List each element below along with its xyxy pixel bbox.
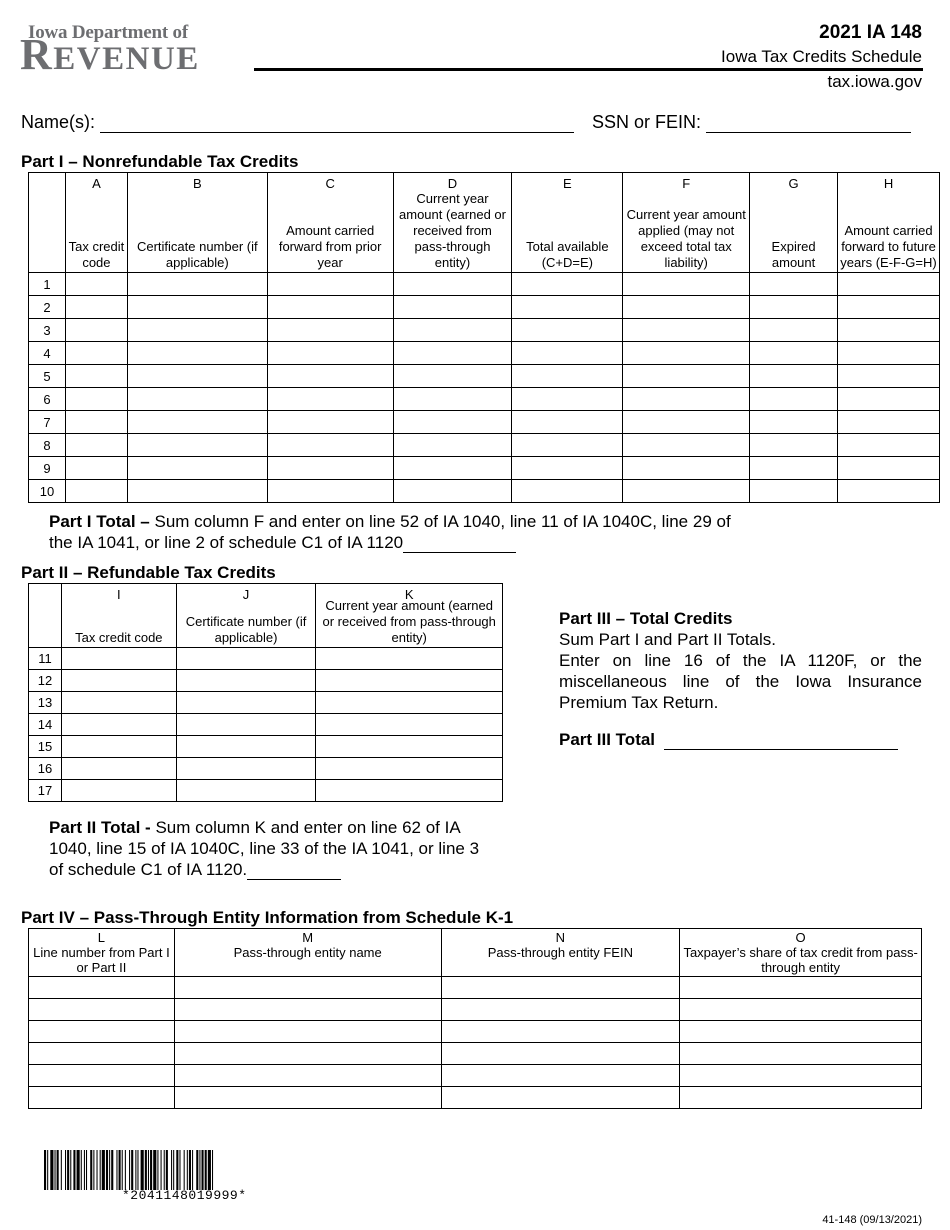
part1-cell-d[interactable] (393, 365, 512, 388)
part3-total-label: Part III Total (559, 730, 656, 749)
part1-cell-a[interactable] (65, 342, 127, 365)
part1-cell-a[interactable] (65, 480, 127, 503)
part1-column-letter: E (563, 176, 572, 191)
part1-column-description: Certificate number (if applicable) (136, 239, 258, 270)
names-field (21, 112, 574, 133)
part1-header-blank (29, 173, 66, 273)
part1-total-line (49, 511, 749, 553)
part1-cell-e[interactable] (512, 296, 623, 319)
part1-cell-e[interactable] (512, 365, 623, 388)
part4-cell-l[interactable] (29, 1021, 175, 1043)
part1-cell-h[interactable] (838, 457, 940, 480)
part2-cell-j[interactable] (176, 648, 316, 670)
part3-instruction-1: Sum Part I and Part II Totals. (559, 630, 777, 649)
part1-cell-c[interactable] (267, 342, 393, 365)
part1-column-letter: H (883, 176, 894, 191)
part1-table (28, 172, 940, 503)
part1-heading: Part I – Nonrefundable Tax Credits (21, 152, 299, 171)
part4-header-n (441, 929, 680, 977)
part1-table-row (29, 319, 940, 342)
part2-cell-i[interactable] (61, 670, 176, 692)
part2-table-row (29, 780, 503, 802)
part1-cell-h[interactable] (838, 342, 940, 365)
part1-cell-h[interactable] (838, 434, 940, 457)
part2-cell-i[interactable] (61, 736, 176, 758)
part1-header-g (750, 173, 838, 273)
part1-column-description: Tax credit code (68, 239, 125, 270)
part1-cell-d[interactable] (393, 319, 512, 342)
part1-header-h (838, 173, 940, 273)
part1-header-b (127, 173, 267, 273)
part1-cell-d[interactable] (393, 273, 512, 296)
part4-cell-m[interactable] (174, 1065, 441, 1087)
part1-cell-f[interactable] (623, 411, 750, 434)
agency-name-line2: REVENUE (20, 30, 200, 79)
part1-cell-h[interactable] (838, 273, 940, 296)
part2-header-blank (29, 584, 62, 648)
ssn-input[interactable] (706, 114, 911, 133)
part1-cell-b[interactable] (127, 411, 267, 434)
part1-cell-h[interactable] (838, 411, 940, 434)
part1-cell-b[interactable] (127, 296, 267, 319)
part2-column-description: Tax credit code (75, 630, 163, 645)
part4-table (28, 928, 922, 1109)
part2-total-input[interactable] (247, 862, 341, 880)
part1-cell-b[interactable] (127, 365, 267, 388)
part4-cell-l[interactable] (29, 1087, 175, 1109)
part4-header-l (29, 929, 175, 977)
part1-table-row (29, 365, 940, 388)
form-website: tax.iowa.gov (827, 72, 922, 91)
part2-row-number: 16 (29, 758, 62, 780)
part1-column-description: Total available (C+D=E) (526, 239, 609, 270)
part2-cell-i[interactable] (61, 758, 176, 780)
part1-header-f (623, 173, 750, 273)
part2-total-text: Sum column K and enter on line 62 of IA 1040, line 15 of IA 1040C, line 33 of the IA 1041, or line 3 of schedule C1 of IA 1120. (49, 818, 480, 879)
part2-row-number: 14 (29, 714, 62, 736)
part1-cell-g[interactable] (750, 411, 838, 434)
part1-row-number: 5 (29, 365, 66, 388)
part1-cell-g[interactable] (750, 296, 838, 319)
part4-column-letter: N (555, 930, 566, 945)
part4-cell-l[interactable] (29, 977, 175, 999)
part2-row-number: 15 (29, 736, 62, 758)
part1-cell-b[interactable] (127, 273, 267, 296)
part2-column-letter: I (117, 587, 121, 602)
part1-column-description: Amount carried forward from prior year (278, 223, 382, 270)
ssn-label: SSN or FEIN: (592, 112, 702, 132)
part2-total-line (49, 817, 489, 880)
part1-cell-e[interactable] (512, 480, 623, 503)
part1-cell-f[interactable] (623, 273, 750, 296)
part1-total-text: Sum column F and enter on line 52 of IA 1040, line 11 of IA 1040C, line 29 of the IA 1041, or line 2 of schedule C1 of IA 1120 (49, 512, 731, 552)
part2-cell-k[interactable] (316, 780, 503, 802)
part2-cell-k[interactable] (316, 758, 503, 780)
part1-cell-e[interactable] (512, 273, 623, 296)
part4-cell-o[interactable] (680, 999, 922, 1021)
part4-cell-m[interactable] (174, 999, 441, 1021)
part1-header-e (512, 173, 623, 273)
part1-column-letter: C (325, 176, 335, 191)
part1-cell-d[interactable] (393, 457, 512, 480)
part1-column-letter: F (682, 176, 691, 191)
part1-row-number: 7 (29, 411, 66, 434)
part2-table-row (29, 692, 503, 714)
part4-cell-m[interactable] (174, 977, 441, 999)
part2-column-letter: J (242, 587, 250, 602)
part1-cell-b[interactable] (127, 457, 267, 480)
part1-table-row (29, 342, 940, 365)
part1-cell-g[interactable] (750, 365, 838, 388)
part4-column-description: Pass-through entity FEIN (487, 945, 633, 960)
part1-cell-g[interactable] (750, 319, 838, 342)
agency-name-line1: Iowa Department of (28, 22, 188, 43)
part1-table-row (29, 388, 940, 411)
part1-cell-f[interactable] (623, 457, 750, 480)
part1-cell-h[interactable] (838, 296, 940, 319)
part4-cell-n[interactable] (441, 999, 680, 1021)
part1-table-row (29, 434, 940, 457)
part1-column-description: Expired amount (771, 239, 816, 270)
part1-cell-a[interactable] (65, 365, 127, 388)
part4-table-row (29, 1043, 922, 1065)
part2-column-description: Current year amount (earned or received from pass-through entity) (322, 598, 496, 645)
part1-cell-e[interactable] (512, 319, 623, 342)
part1-row-number: 3 (29, 319, 66, 342)
part1-cell-b[interactable] (127, 480, 267, 503)
part1-cell-c[interactable] (267, 480, 393, 503)
part4-cell-l[interactable] (29, 1065, 175, 1087)
part2-cell-j[interactable] (176, 692, 316, 714)
part4-cell-l[interactable] (29, 1043, 175, 1065)
part4-table-row (29, 1087, 922, 1109)
part1-cell-h[interactable] (838, 319, 940, 342)
part2-cell-k[interactable] (316, 670, 503, 692)
part1-cell-b[interactable] (127, 319, 267, 342)
part1-cell-a[interactable] (65, 319, 127, 342)
part4-cell-o[interactable] (680, 977, 922, 999)
part4-header-o (680, 929, 922, 977)
part2-row-number: 11 (29, 648, 62, 670)
part1-cell-a[interactable] (65, 388, 127, 411)
part1-cell-d[interactable] (393, 296, 512, 319)
form-title: Iowa Tax Credits Schedule (721, 47, 922, 66)
part4-cell-n[interactable] (441, 1021, 680, 1043)
part2-header-j (176, 584, 316, 648)
part4-cell-m[interactable] (174, 1087, 441, 1109)
part3-heading: Part III – Total Credits (559, 609, 733, 628)
part1-column-description: Current year amount applied (may not exceed total tax liability) (626, 207, 746, 270)
part1-cell-c[interactable] (267, 319, 393, 342)
names-input[interactable] (100, 114, 574, 133)
part1-column-letter: A (92, 176, 101, 191)
part1-cell-f[interactable] (623, 480, 750, 503)
agency-logo-revenue (20, 30, 200, 84)
part2-cell-j[interactable] (176, 714, 316, 736)
part1-cell-c[interactable] (267, 273, 393, 296)
part1-cell-h[interactable] (838, 480, 940, 503)
part1-row-number: 2 (29, 296, 66, 319)
part2-cell-j[interactable] (176, 670, 316, 692)
part2-table-row (29, 670, 503, 692)
part1-cell-g[interactable] (750, 342, 838, 365)
part2-header-i (61, 584, 176, 648)
part4-column-letter: O (795, 930, 806, 945)
header-rule (254, 68, 923, 71)
part4-table-row (29, 1065, 922, 1087)
part1-cell-a[interactable] (65, 296, 127, 319)
part2-header-k (316, 584, 503, 648)
part2-total-label: Part II Total - (49, 818, 151, 837)
part3-total-input[interactable] (664, 732, 898, 750)
part1-row-number: 1 (29, 273, 66, 296)
part1-cell-c[interactable] (267, 457, 393, 480)
part1-cell-f[interactable] (623, 388, 750, 411)
part1-header-a (65, 173, 127, 273)
part4-column-description: Line number from Part I or Part II (33, 945, 170, 975)
part1-cell-g[interactable] (750, 480, 838, 503)
part1-cell-g[interactable] (750, 457, 838, 480)
part2-cell-i[interactable] (61, 714, 176, 736)
part2-table-row (29, 736, 503, 758)
part1-cell-f[interactable] (623, 365, 750, 388)
part1-column-description: Current year amount (earned or received from pass-through entity) (399, 191, 506, 270)
part1-cell-e[interactable] (512, 342, 623, 365)
part4-table-row (29, 1021, 922, 1043)
names-label: Name(s): (21, 112, 96, 132)
part4-cell-n[interactable] (441, 1043, 680, 1065)
part2-cell-j[interactable] (176, 736, 316, 758)
part1-column-letter: D (447, 176, 458, 191)
part2-row-number: 13 (29, 692, 62, 714)
part1-table-row (29, 273, 940, 296)
part1-cell-d[interactable] (393, 480, 512, 503)
part4-cell-n[interactable] (441, 1087, 680, 1109)
part2-cell-k[interactable] (316, 692, 503, 714)
part2-table-row (29, 648, 503, 670)
barcode-image (44, 1150, 326, 1190)
part1-cell-e[interactable] (512, 457, 623, 480)
part1-row-number: 4 (29, 342, 66, 365)
part4-header-m (174, 929, 441, 977)
part1-cell-a[interactable] (65, 434, 127, 457)
part1-total-input[interactable] (403, 535, 516, 553)
part3-section (559, 609, 922, 750)
part1-cell-c[interactable] (267, 434, 393, 457)
part2-cell-k[interactable] (316, 736, 503, 758)
part1-cell-h[interactable] (838, 388, 940, 411)
part1-cell-f[interactable] (623, 319, 750, 342)
ssn-field (592, 112, 911, 133)
part1-cell-h[interactable] (838, 365, 940, 388)
part1-header-d (393, 173, 512, 273)
part2-cell-i[interactable] (61, 780, 176, 802)
part2-cell-j[interactable] (176, 758, 316, 780)
part1-cell-b[interactable] (127, 434, 267, 457)
part4-column-description: Taxpayer’s share of tax credit from pass-through entity (683, 945, 918, 975)
part4-cell-l[interactable] (29, 999, 175, 1021)
part1-table-row (29, 411, 940, 434)
part2-heading: Part II – Refundable Tax Credits (21, 563, 276, 582)
part1-row-number: 10 (29, 480, 66, 503)
part3-total-line (559, 730, 922, 750)
part1-cell-a[interactable] (65, 411, 127, 434)
part4-table-row (29, 999, 922, 1021)
part3-instruction-2: Enter on line 16 of the IA 1120F, or the miscellaneous line of the Iowa Insurance Premium Tax Return. (559, 651, 922, 712)
part2-table (28, 583, 503, 802)
part4-cell-n[interactable] (441, 977, 680, 999)
part2-cell-j[interactable] (176, 780, 316, 802)
part4-column-description: Pass-through entity name (233, 945, 382, 960)
part1-cell-d[interactable] (393, 342, 512, 365)
part1-cell-f[interactable] (623, 342, 750, 365)
part1-cell-e[interactable] (512, 388, 623, 411)
part1-cell-e[interactable] (512, 411, 623, 434)
part4-cell-m[interactable] (174, 1043, 441, 1065)
part1-column-letter: B (192, 176, 202, 191)
part1-row-number: 8 (29, 434, 66, 457)
part1-cell-d[interactable] (393, 388, 512, 411)
part2-cell-k[interactable] (316, 648, 503, 670)
part1-cell-c[interactable] (267, 296, 393, 319)
part1-row-number: 9 (29, 457, 66, 480)
part2-table-row (29, 758, 503, 780)
part1-cell-f[interactable] (623, 434, 750, 457)
part1-table-row (29, 296, 940, 319)
part1-cell-g[interactable] (750, 388, 838, 411)
part1-cell-d[interactable] (393, 411, 512, 434)
part2-table-row (29, 714, 503, 736)
part1-header-c (267, 173, 393, 273)
part1-cell-c[interactable] (267, 411, 393, 434)
barcode-text: *2041148019999* (122, 1188, 247, 1203)
part4-cell-o[interactable] (680, 1043, 922, 1065)
part1-column-letter: G (788, 176, 799, 191)
part1-cell-e[interactable] (512, 434, 623, 457)
part4-cell-m[interactable] (174, 1021, 441, 1043)
part4-cell-o[interactable] (680, 1087, 922, 1109)
part1-cell-c[interactable] (267, 388, 393, 411)
part2-column-description: Certificate number (if applicable) (185, 614, 307, 645)
part1-cell-b[interactable] (127, 388, 267, 411)
part2-cell-i[interactable] (61, 692, 176, 714)
part1-total-label: Part I Total – (49, 512, 150, 531)
part4-cell-o[interactable] (680, 1065, 922, 1087)
form-id: 2021 IA 148 (819, 22, 922, 43)
form-number: 41-148 (09/13/2021) (822, 1214, 922, 1226)
part1-column-description: Amount carried forward to future years (E-F-G=H) (840, 223, 937, 270)
part4-column-letter: L (97, 930, 106, 945)
part1-row-number: 6 (29, 388, 66, 411)
part2-cell-i[interactable] (61, 648, 176, 670)
part2-cell-k[interactable] (316, 714, 503, 736)
part1-cell-g[interactable] (750, 434, 838, 457)
part4-heading: Part IV – Pass-Through Entity Information from Schedule K-1 (21, 908, 514, 927)
part2-row-number: 17 (29, 780, 62, 802)
part1-cell-d[interactable] (393, 434, 512, 457)
part1-table-row (29, 457, 940, 480)
part4-cell-o[interactable] (680, 1021, 922, 1043)
part1-cell-a[interactable] (65, 273, 127, 296)
part1-cell-f[interactable] (623, 296, 750, 319)
part1-cell-b[interactable] (127, 342, 267, 365)
part4-cell-n[interactable] (441, 1065, 680, 1087)
part1-cell-c[interactable] (267, 365, 393, 388)
part1-cell-a[interactable] (65, 457, 127, 480)
part1-table-row (29, 480, 940, 503)
part1-cell-g[interactable] (750, 273, 838, 296)
part4-column-letter: M (302, 930, 314, 945)
part2-row-number: 12 (29, 670, 62, 692)
part4-table-row (29, 977, 922, 999)
part2-column-letter: K (404, 587, 414, 602)
